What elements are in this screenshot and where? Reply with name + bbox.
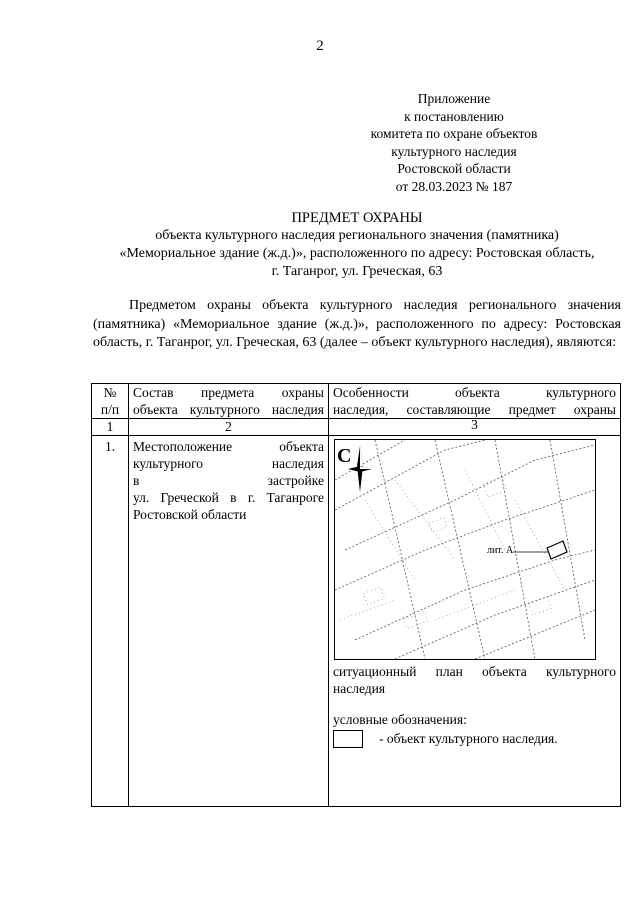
title-line: объекта культурного наследия регионального значения (памятника) xyxy=(155,228,559,243)
building-label: лит. А xyxy=(487,545,514,556)
numbering-cell: 1 xyxy=(92,419,129,436)
north-label: С xyxy=(337,445,352,467)
situation-plan-map xyxy=(334,439,596,660)
features-cell xyxy=(329,436,621,807)
location-text: в застройке xyxy=(133,473,324,488)
legend-item xyxy=(329,728,620,748)
numbering-cell: 3 xyxy=(329,419,621,436)
appendix-line: Приложение xyxy=(417,91,491,106)
header-text: Особенности объекта культурного xyxy=(333,385,616,400)
title-heading: ПРЕДМЕТ ОХРАНЫ xyxy=(291,210,423,226)
document-title xyxy=(92,209,622,281)
page-number: 2 xyxy=(316,38,324,54)
header-text: № xyxy=(103,385,117,400)
header-cell-composition xyxy=(129,384,329,419)
map-caption: ситуационный план объекта культурного наследия xyxy=(333,664,616,696)
table-header-row xyxy=(92,384,621,419)
title-line: г. Таганрог, ул. Греческая, 63 xyxy=(271,264,443,279)
appendix-header xyxy=(324,90,584,195)
appendix-line: к постановлению xyxy=(404,108,504,124)
location-text: Ростовской области xyxy=(133,507,247,522)
appendix-line: культурного наследия xyxy=(391,143,517,159)
table-numbering-row xyxy=(92,419,621,436)
legend-text: - объект культурного наследия. xyxy=(379,731,558,746)
header-text: п/п xyxy=(100,402,120,417)
location-cell xyxy=(129,436,329,807)
location-text: ул. Греческой в г. Таганроге xyxy=(133,490,324,505)
location-text: культурного наследия xyxy=(133,456,324,471)
heritage-object-outline xyxy=(547,541,567,559)
header-cell-features xyxy=(329,384,621,419)
header-cell-number xyxy=(92,384,129,419)
map-drawing xyxy=(335,440,595,659)
numbering-cell: 2 xyxy=(129,419,329,436)
location-text: Местоположение объекта xyxy=(133,439,324,454)
row-number-text: 1. xyxy=(104,439,116,454)
compass-icon xyxy=(348,446,372,492)
appendix-line: Ростовской области xyxy=(397,161,511,176)
appendix-line: от 28.03.2023 № 187 xyxy=(395,178,513,194)
legend-swatch xyxy=(333,730,363,748)
title-line: «Мемориальное здание (ж.д.)», расположенного по адресу: Ростовская область, xyxy=(119,246,595,261)
protection-subject-table xyxy=(91,383,621,807)
intro-paragraph: Предметом охраны объекта культурного наследия регионального значения (памятника) «Мемориальное здание (ж.д.)», расположенного по адресу: Ростовская область, г. Таганрог, ул. Греческая, 63 (далее – объект культурного наследия), являются: xyxy=(93,298,621,350)
header-text: объекта культурного наследия xyxy=(133,402,324,417)
appendix-line: комитета по охране объектов xyxy=(370,126,538,141)
table-row xyxy=(92,436,621,807)
legend-title: условные обозначения: xyxy=(333,712,467,727)
header-text: Состав предмета охраны xyxy=(133,385,324,400)
row-number xyxy=(92,436,129,807)
header-text: наследия, составляющие предмет охраны xyxy=(333,402,616,417)
